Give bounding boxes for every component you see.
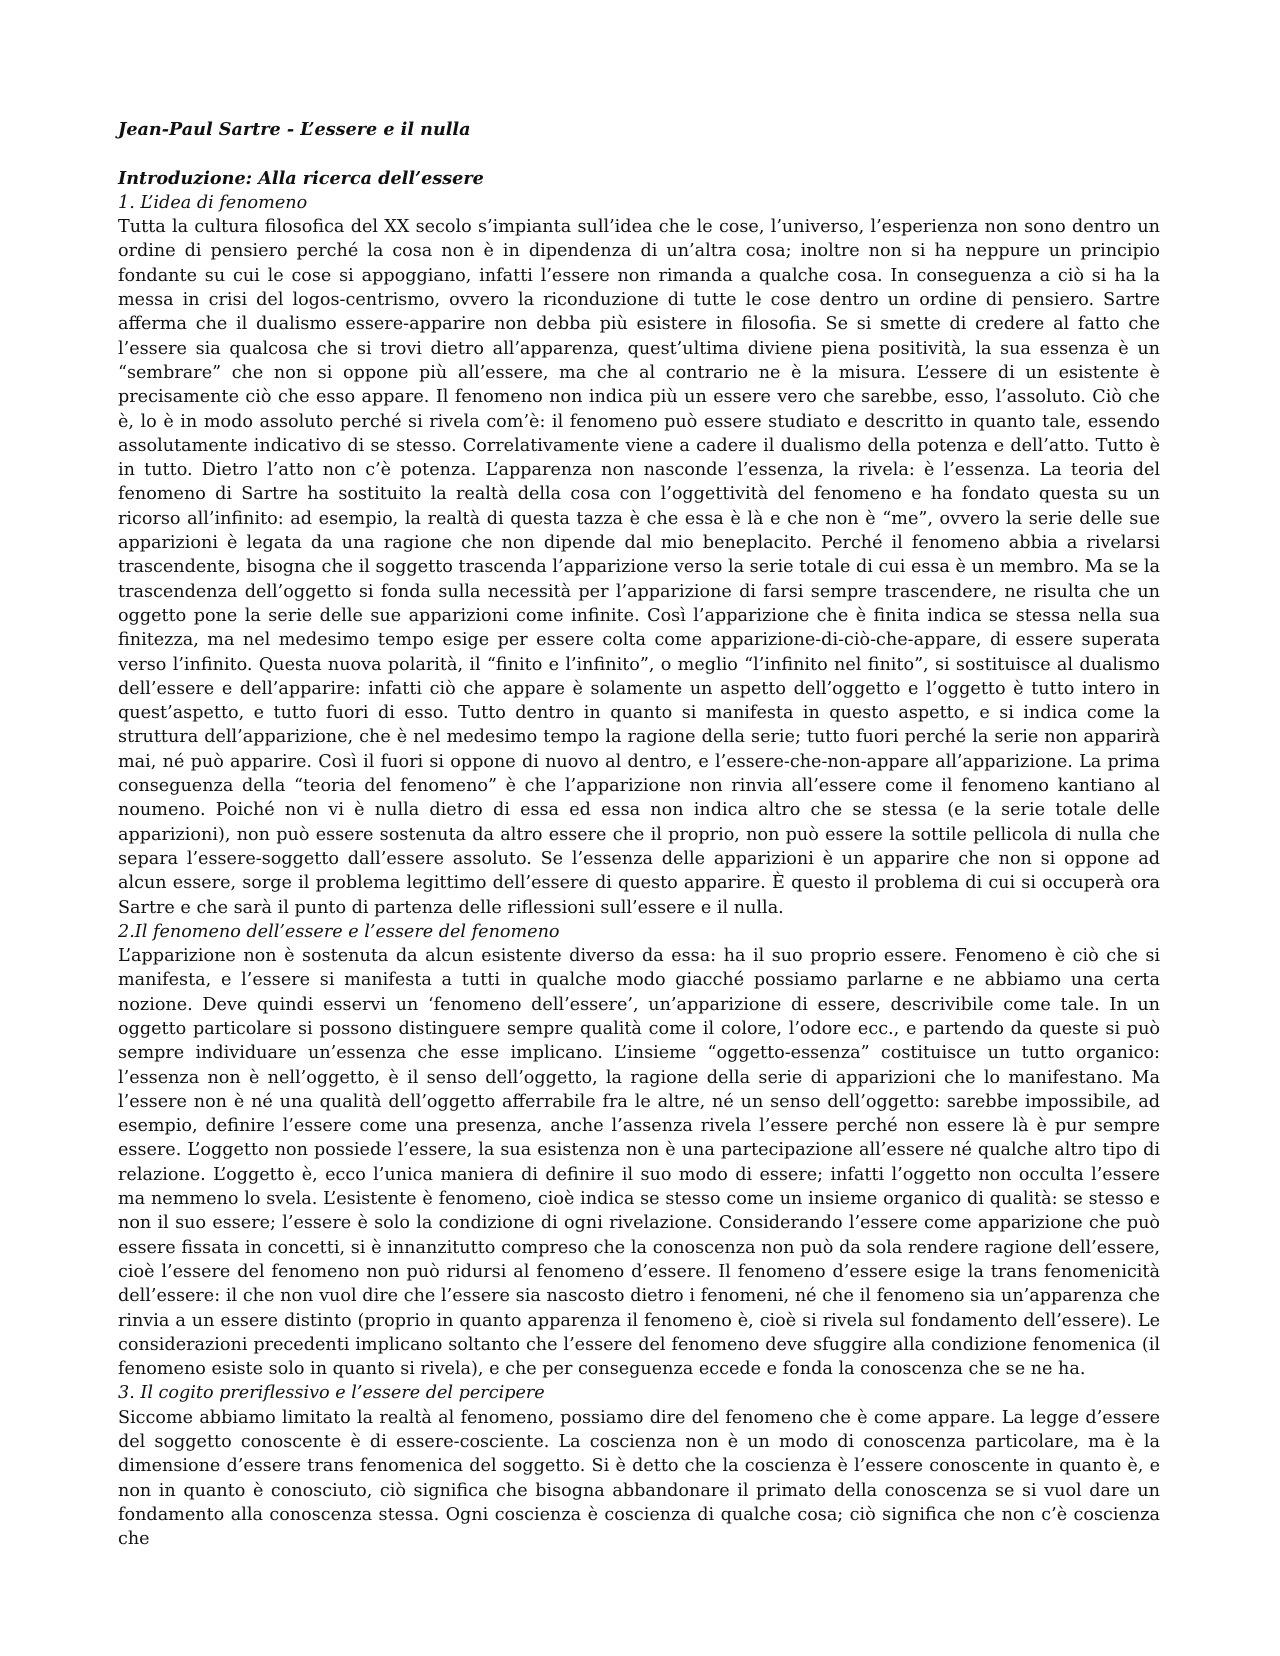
introduction-heading: Introduzione: Alla ricerca dell’essere (118, 167, 484, 189)
section-heading-3: 3. Il cogito preriflessivo e l’essere del percipere (118, 1383, 545, 1404)
section-paragraph-3: Siccome abbiamo limitato la realtà al fenomeno, possiamo dire del fenomeno che è come appare. La legge d’essere del soggetto conoscente è di essere-cosciente. La coscienza non è un modo di conoscenza particolare, ma è la dimensione d’essere trans fenomenica del soggetto. Si è detto che la coscienza è l’essere conoscente in quanto è, e non in quanto è conosciuto, ciò significa che bisogna abbandonare il primato della conoscenza se si vuol dare un fondamento alla conoscenza stessa. Ogni coscienza è coscienza di qualche cosa; ciò significa che non c’è coscienza che (118, 1407, 1160, 1550)
document-title: Jean-Paul Sartre - L’essere e il nulla (118, 119, 471, 140)
section-heading-2: 2.Il fenomeno dell’essere e l’essere del fenomeno (118, 921, 560, 942)
section-paragraph-2: L’apparizione non è sostenuta da alcun esistente diverso da essa: ha il suo proprio essere. Fenomeno è ciò che si manifesta, e l’essere si manifesta a tutti in qualche modo giacché possiamo parlarne e ne abbiamo una certa nozione. Deve quindi esservi un ‘fenomeno dell’essere’, un’apparizione di essere, descrivibile come tale. In un oggetto particolare si possono distinguere sempre qualità come il colore, l’odore ecc., e partendo da queste si può sempre individuare un’essenza che esse implicano. L’insieme “oggetto-essenza” costituisce un tutto organico: l’essenza non è nell’oggetto, è il senso dell’oggetto, la ragione della serie di apparizioni che lo manifestano. Ma l’essere non è né una qualità dell’oggetto afferrabile fra le altre, né un senso dell’oggetto: sarebbe impossibile, ad esempio, definire l’essere come una presenza, anche l’assenza rivela l’essere perché non essere là è pur sempre essere. L’oggetto non possiede l’essere, la sua esistenza non è una partecipazione all’essere né qualche altro tipo di relazione. L’oggetto è, ecco l’unica maniera di definire il suo modo di essere; infatti l’oggetto non occulta l’essere ma nemmeno lo svela. L’esistente è fenomeno, cioè indica se stesso come un insieme organico di qualità: se stesso e non il suo essere; l’essere è solo la condizione di ogni rivelazione. Considerando l’essere come apparizione che può essere fissata in concetti, si è innanzitutto compreso che la conoscenza non può da sola rendere ragione dell’essere, cioè l’essere del fenomeno non può ridursi al fenomeno d’essere. Il fenomeno d’essere esige la trans fenomenicità dell’essere: il che non vuol dire che l’essere sia nascosto dietro i fenomeni, né che il fenomeno sia un’apparenza che rinvia a un essere distinto (proprio in quanto apparenza il fenomeno è, cioè si rivela sul fondamento dell’essere). Le considerazioni precedenti implicano soltanto che l’essere del fenomeno deve sfuggire alla condizione fenomenica (il fenomeno esiste solo in quanto si rivela), e che per conseguenza eccede e fonda la conoscenza che se ne ha. (118, 946, 1160, 1380)
section-heading-1: 1. L’idea di fenomeno (118, 192, 308, 213)
section-paragraph-1: Tutta la cultura filosofica del XX secolo s’impianta sull’idea che le cose, l’universo, l’esperienza non sono dentro un ordine di pensiero perché la cosa non è in dipendenza di un’altra cosa; inoltre non si ha neppure un principio fondante su cui le cose si appoggiano, infatti l’essere non rimanda a qualche cosa. In conseguenza a ciò si ha la messa in crisi del logos-centrismo, ovvero la riconduzione di tutte le cose dentro un ordine di pensiero. Sartre afferma che il dualismo essere-apparire non debba più esistere in filosofia. Se si smette di credere al fatto che l’essere sia qualcosa che si trovi dietro all’apparenza, quest’ultima diviene piena positività, la sua essenza è un “sembrare” che non si oppone più all’essere, ma che al contrario ne è la misura. L’essere di un esistente è precisamente ciò che esso appare. Il fenomeno non indica più un essere vero che sarebbe, esso, l’assoluto. Ciò che è, lo è in modo assoluto perché si rivela com’è: il fenomeno può essere studiato e descritto in quanto tale, essendo assolutamente indicativo di se stesso. Correlativamente viene a cadere il dualismo della potenza e dell’atto. Tutto è in tutto. Dietro l’atto non c’è potenza. L’apparenza non nasconde l’essenza, la rivela: è l’essenza. La teoria del fenomeno di Sartre ha sostituito la realtà della cosa con l’oggettività del fenomeno e ha fondato questa su un ricorso all’infinito: ad esempio, la realtà di questa tazza è che essa è là e che non è “me”, ovvero la serie delle sue apparizioni è legata da una ragione che non dipende dal mio beneplacito. Perché il fenomeno abbia a rivelarsi trascendente, bisogna che il soggetto trascenda l’apparizione verso la serie totale di cui essa è un membro. Ma se la trascendenza dell’oggetto si fonda sulla necessità per l’apparizione di farsi sempre trascendere, ne risulta che un oggetto pone la serie delle sue apparizioni come infinite. Così l’apparizione che è finita indica se stessa nella sua finitezza, ma nel medesimo tempo esige per essere colta come apparizione-di-ciò-che-appare, di essere superata verso l’infinito. Questa nuova polarità, il “finito e l’infinito”, o meglio “l’infinito nel finito”, si sostituisce al dualismo dell’essere e dell’apparire: infatti ciò che appare è solamente un aspetto dell’oggetto e l’oggetto è tutto intero in quest’aspetto, e tutto fuori di esso. Tutto dentro in quanto si manifesta in questo aspetto, e si indica come la struttura dell’apparizione, che è nel medesimo tempo la ragione della serie; tutto fuori perché la serie non apparirà mai, né può apparire. Così il fuori si oppone di nuovo al dentro, e l’essere-che-non-appare all’apparizione. La prima conseguenza della “teoria del fenomeno” è che l’apparizione non rinvia all’essere come il fenomeno kantiano al noumeno. Poiché non vi è nulla dietro di essa ed essa non indica altro che se stessa (e la serie totale delle apparizioni), non può essere sostenuta da altro essere che il proprio, non può essere la sottile pellicola di nulla che separa l’essere-soggetto dall’essere assoluto. Se l’essenza delle apparizioni è un apparire che non si oppone ad alcun essere, sorge il problema legittimo dell’essere di questo apparire. È questo il problema di cui si occuperà ora Sartre e che sarà il punto di partenza delle riflessioni sull’essere e il nulla. (118, 217, 1160, 918)
document-page (118, 118, 1160, 1552)
